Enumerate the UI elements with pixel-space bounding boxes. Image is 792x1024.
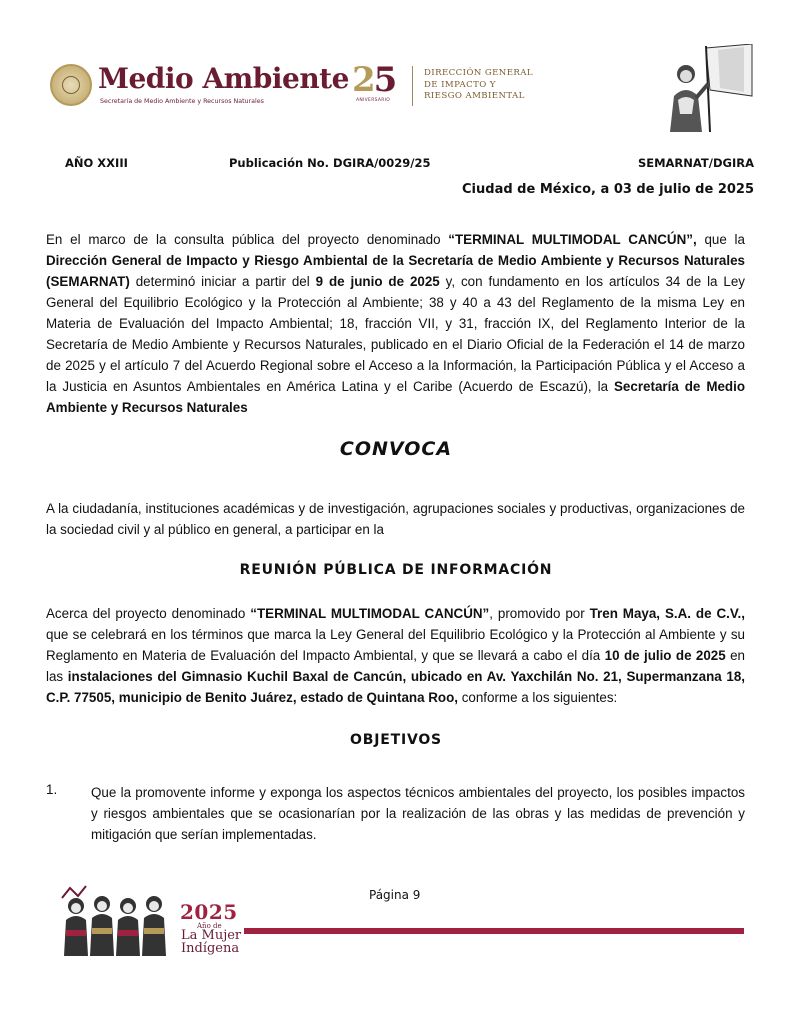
brand-name: Medio Ambiente	[98, 62, 349, 95]
intro-paragraph: En el marco de la consulta pública del proyecto denominado “TERMINAL MULTIMODAL CANCÚN”, que la Dirección General de Impacto y Riesgo Ambiental de la Secretaría de Medio Ambiente y Recursos Naturales (SEMARNAT) determinó iniciar a partir del 9 de junio de 2025 y, con fundamento en los artículos 34 de la Ley General del Equilibrio Ecológico y la Protección al Ambiente; 38 y 40 a 43 del Reglamento de la misma Ley en Materia de Evaluación del Impacto Ambiental; 18, fracción VII, y 31, fracción IX, del Reglamento Interior de la Secretaría de Medio Ambiente y Recursos Naturales, publicado en el Diario Oficial de la Federación el 14 de marzo de 2025 y el artículo 7 del Acuerdo Regional sobre el Acceso a la Información, la Participación Pública y el Acceso a la Justicia en Asuntos Ambientales en América Latina y el Caribe (Acuerdo de Escazú), la Secretaría de Medio Ambiente y Recursos Naturales	[46, 232, 745, 415]
footer-rule	[244, 928, 744, 934]
objective-text: Que la promovente informe y exponga los aspectos técnicos ambientales del proyecto, los posibles impactos y riesgos ambientales que se ocasionarían por la realización de las obras y las medidas de prevención y mitigación que serían implementadas.	[91, 785, 745, 842]
footer-year: 2025	[180, 900, 238, 924]
anniversary-logo	[352, 60, 404, 108]
department-name: DIRECCIÓN GENERAL DE IMPACTO Y RIESGO AMBIENTAL	[424, 68, 533, 102]
anniversary-label: ANIVERSARIO	[356, 98, 391, 103]
objective-number: 1.	[46, 782, 58, 797]
letterhead	[50, 58, 750, 138]
page-number: Página 9	[369, 888, 421, 902]
footer-line-mujer: La Mujer	[181, 928, 242, 943]
brand-subtitle: Secretaría de Medio Ambiente y Recursos Naturales	[100, 98, 264, 105]
convoca-heading: CONVOCA	[339, 438, 453, 460]
woman-with-flag-icon	[648, 44, 758, 134]
objectives-heading: OBJETIVOS	[350, 732, 442, 748]
anniversary-number: 25	[352, 60, 396, 100]
footer-line-indigena: Indígena	[181, 941, 240, 956]
city-date: Ciudad de México, a 03 de julio de 2025	[462, 182, 754, 197]
coat-of-arms-seal-icon	[50, 64, 92, 106]
call-paragraph: A la ciudadanía, instituciones académicas y de investigación, agrupaciones sociales y productivas, organizaciones de la sociedad civil y al público en general, a participar en la	[46, 501, 745, 537]
header-divider	[412, 66, 413, 106]
meeting-paragraph: Acerca del proyecto denominado “TERMINAL MULTIMODAL CANCÚN”, promovido por Tren Maya, S.A. de C.V., que se celebrará en los términos que marca la Ley General del Equilibrio Ecológico y la Protección al Ambiente y su Reglamento en Materia de Evaluación del Impacto Ambiental, y que se llevará a cabo el día 10 de julio de 2025 en las instalaciones del Gimnasio Kuchil Baxal de Cancún, ubicado en Av. Yaxchilán No. 21, Supermanzana 18, C.P. 77505, municipio de Benito Juárez, estado de Quintana Roo, conforme a los siguientes:	[46, 606, 745, 705]
office-code: SEMARNAT/DGIRA	[637, 156, 754, 170]
publication-number: Publicación No. DGIRA/0029/25	[229, 156, 431, 170]
issue-year: AÑO XXIII	[65, 156, 128, 170]
indigenous-women-icon	[58, 884, 178, 956]
meeting-heading: REUNIÓN PÚBLICA DE INFORMACIÓN	[239, 562, 553, 578]
footer-line-ano: Año de	[197, 922, 222, 930]
